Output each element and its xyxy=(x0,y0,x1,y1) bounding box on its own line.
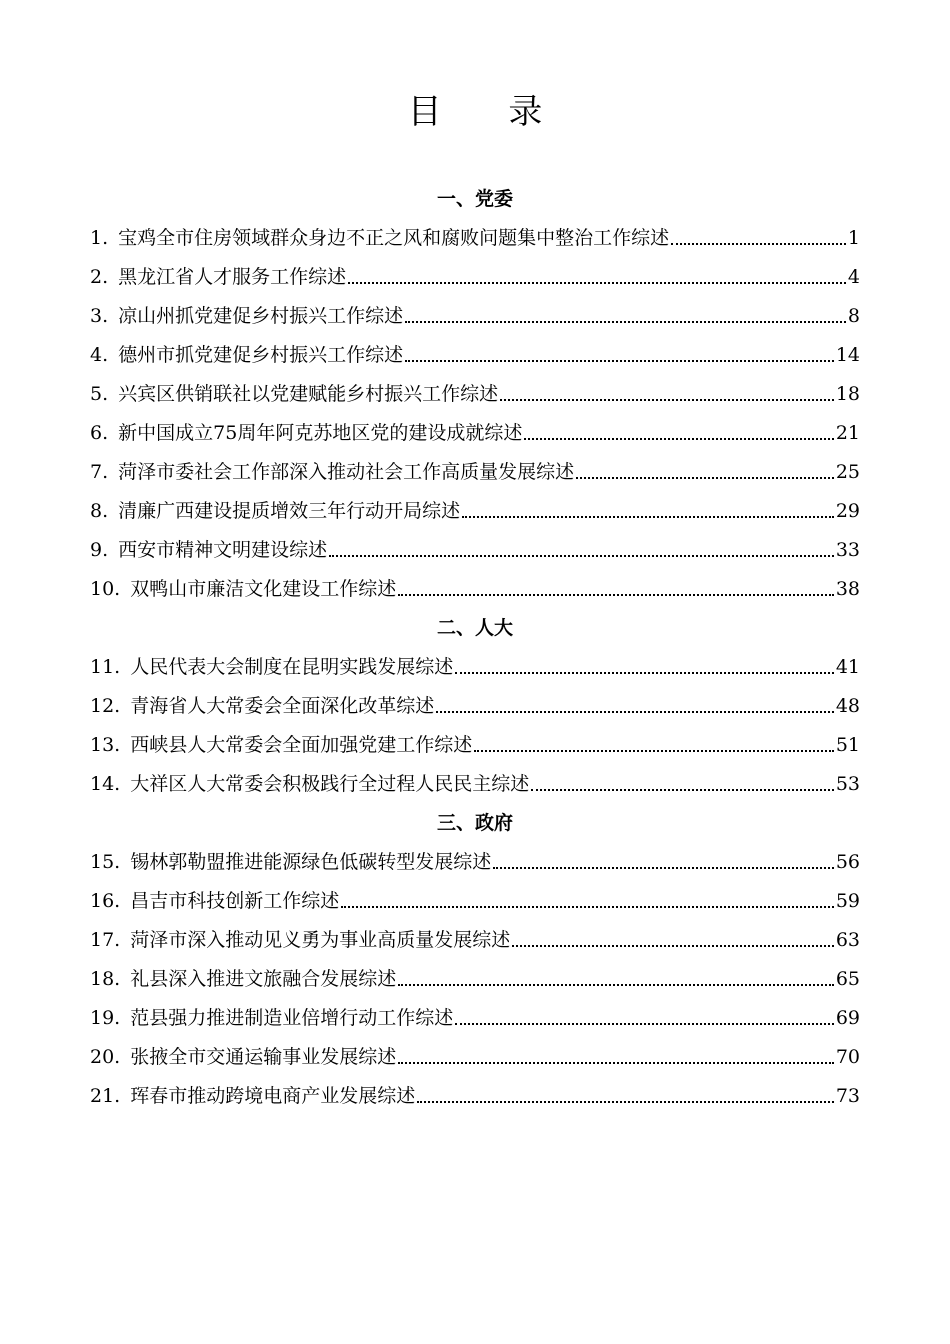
dot-leader xyxy=(462,516,834,518)
entry-number: 5. xyxy=(90,383,109,405)
entry-page-number: 73 xyxy=(835,1085,860,1107)
entry-number: 13. xyxy=(90,734,121,756)
entry-page-number: 38 xyxy=(835,578,860,600)
entry-title: 人民代表大会制度在昆明实践发展综述 xyxy=(130,656,454,678)
entry-number: 9. xyxy=(90,539,109,561)
entry-page-number: 63 xyxy=(835,929,860,951)
entry-title: 凉山州抓党建促乡村振兴工作综述 xyxy=(118,305,404,327)
entry-page-number: 18 xyxy=(835,383,860,405)
dot-leader xyxy=(531,789,834,791)
entry-title: 大祥区人大常委会积极践行全过程人民民主综述 xyxy=(130,773,530,795)
entry-page-number: 69 xyxy=(835,1007,860,1029)
entry-page-number: 48 xyxy=(835,695,860,717)
entry-page-number: 4 xyxy=(847,266,860,288)
dot-leader xyxy=(455,1023,834,1025)
entry-page-number: 25 xyxy=(835,461,860,483)
toc-entry[interactable] xyxy=(90,843,860,882)
entry-number: 4. xyxy=(90,344,109,366)
entry-page-number: 53 xyxy=(835,773,860,795)
entry-number: 12. xyxy=(90,695,121,717)
entry-title: 西峡县人大常委会全面加强党建工作综述 xyxy=(130,734,473,756)
entry-number: 6. xyxy=(90,422,109,444)
section-heading: 三、政府 xyxy=(436,812,513,834)
entry-number: 10. xyxy=(90,578,121,600)
entry-page-number: 56 xyxy=(835,851,860,873)
section-heading: 一、党委 xyxy=(436,188,513,210)
entry-page-number: 41 xyxy=(835,656,860,678)
entry-title: 西安市精神文明建设综述 xyxy=(118,539,328,561)
entry-page-number: 8 xyxy=(847,305,860,327)
dot-leader xyxy=(405,360,834,362)
dot-leader xyxy=(436,711,834,713)
entry-number: 8. xyxy=(90,500,109,522)
entry-number: 19. xyxy=(90,1007,121,1029)
dot-leader xyxy=(455,672,834,674)
entry-title: 菏泽市委社会工作部深入推动社会工作高质量发展综述 xyxy=(118,461,575,483)
toc-entry[interactable] xyxy=(90,297,860,336)
entry-number: 1. xyxy=(90,227,109,249)
toc-entry[interactable] xyxy=(90,570,860,609)
section-heading: 二、人大 xyxy=(436,617,513,639)
entry-title: 菏泽市深入推动见义勇为事业高质量发展综述 xyxy=(130,929,511,951)
toc-entry[interactable] xyxy=(90,1038,860,1077)
toc-entry[interactable] xyxy=(90,531,860,570)
toc-entry[interactable] xyxy=(90,492,860,531)
entry-page-number: 51 xyxy=(835,734,860,756)
toc-entry[interactable] xyxy=(90,258,860,297)
entry-number: 16. xyxy=(90,890,121,912)
dot-leader xyxy=(398,984,834,986)
entry-page-number: 14 xyxy=(835,344,860,366)
entry-number: 2. xyxy=(90,266,109,288)
entry-title: 双鸭山市廉洁文化建设工作综述 xyxy=(130,578,397,600)
entry-number: 15. xyxy=(90,851,121,873)
entry-title: 黑龙江省人才服务工作综述 xyxy=(118,266,347,288)
entry-title: 张掖全市交通运输事业发展综述 xyxy=(130,1046,397,1068)
entry-page-number: 59 xyxy=(835,890,860,912)
entry-number: 3. xyxy=(90,305,109,327)
page-title: 目 录 xyxy=(407,92,571,132)
toc-entry[interactable] xyxy=(90,999,860,1038)
toc-entry[interactable] xyxy=(90,687,860,726)
dot-leader xyxy=(512,945,834,947)
toc-entry[interactable] xyxy=(90,453,860,492)
toc-entry[interactable] xyxy=(90,1077,860,1116)
dot-leader xyxy=(671,243,846,245)
toc-entry[interactable] xyxy=(90,648,860,687)
entry-page-number: 65 xyxy=(835,968,860,990)
entry-title: 礼县深入推进文旅融合发展综述 xyxy=(130,968,397,990)
entry-page-number: 33 xyxy=(835,539,860,561)
toc-entry[interactable] xyxy=(90,726,860,765)
table-of-contents xyxy=(90,180,860,1116)
dot-leader xyxy=(493,867,834,869)
entry-title: 德州市抓党建促乡村振兴工作综述 xyxy=(118,344,404,366)
entry-number: 7. xyxy=(90,461,109,483)
entry-number: 20. xyxy=(90,1046,121,1068)
entry-title: 昌吉市科技创新工作综述 xyxy=(130,890,340,912)
toc-entry[interactable] xyxy=(90,414,860,453)
dot-leader xyxy=(329,555,834,557)
entry-title: 宝鸡全市住房领域群众身边不正之风和腐败问题集中整治工作综述 xyxy=(118,227,670,249)
entry-page-number: 29 xyxy=(835,500,860,522)
entry-number: 14. xyxy=(90,773,121,795)
entry-page-number: 70 xyxy=(835,1046,860,1068)
dot-leader xyxy=(500,399,834,401)
dot-leader xyxy=(576,477,834,479)
dot-leader xyxy=(417,1101,834,1103)
toc-entry[interactable] xyxy=(90,960,860,999)
dot-leader xyxy=(341,906,834,908)
toc-entry[interactable] xyxy=(90,921,860,960)
entry-number: 17. xyxy=(90,929,121,951)
toc-entry[interactable] xyxy=(90,375,860,414)
dot-leader xyxy=(398,1062,834,1064)
dot-leader xyxy=(524,438,833,440)
entry-title: 珲春市推动跨境电商产业发展综述 xyxy=(130,1085,416,1107)
entry-title: 清廉广西建设提质增效三年行动开局综述 xyxy=(118,500,461,522)
entry-number: 21. xyxy=(90,1085,121,1107)
dot-leader xyxy=(348,282,846,284)
entry-page-number: 21 xyxy=(835,422,860,444)
dot-leader xyxy=(474,750,834,752)
toc-entry[interactable] xyxy=(90,765,860,804)
entry-page-number: 1 xyxy=(847,227,860,249)
entry-title: 兴宾区供销联社以党建赋能乡村振兴工作综述 xyxy=(118,383,499,405)
entry-number: 11. xyxy=(90,656,121,678)
entry-title: 新中国成立75周年阿克苏地区党的建设成就综述 xyxy=(118,422,523,444)
toc-entry[interactable] xyxy=(90,336,860,375)
entry-number: 18. xyxy=(90,968,121,990)
entry-title: 范县强力推进制造业倍增行动工作综述 xyxy=(130,1007,454,1029)
dot-leader xyxy=(405,321,846,323)
entry-title: 锡林郭勒盟推进能源绿色低碳转型发展综述 xyxy=(130,851,492,873)
toc-entry[interactable] xyxy=(90,882,860,921)
dot-leader xyxy=(398,594,834,596)
entry-title: 青海省人大常委会全面深化改革综述 xyxy=(130,695,435,717)
toc-entry[interactable] xyxy=(90,219,860,258)
